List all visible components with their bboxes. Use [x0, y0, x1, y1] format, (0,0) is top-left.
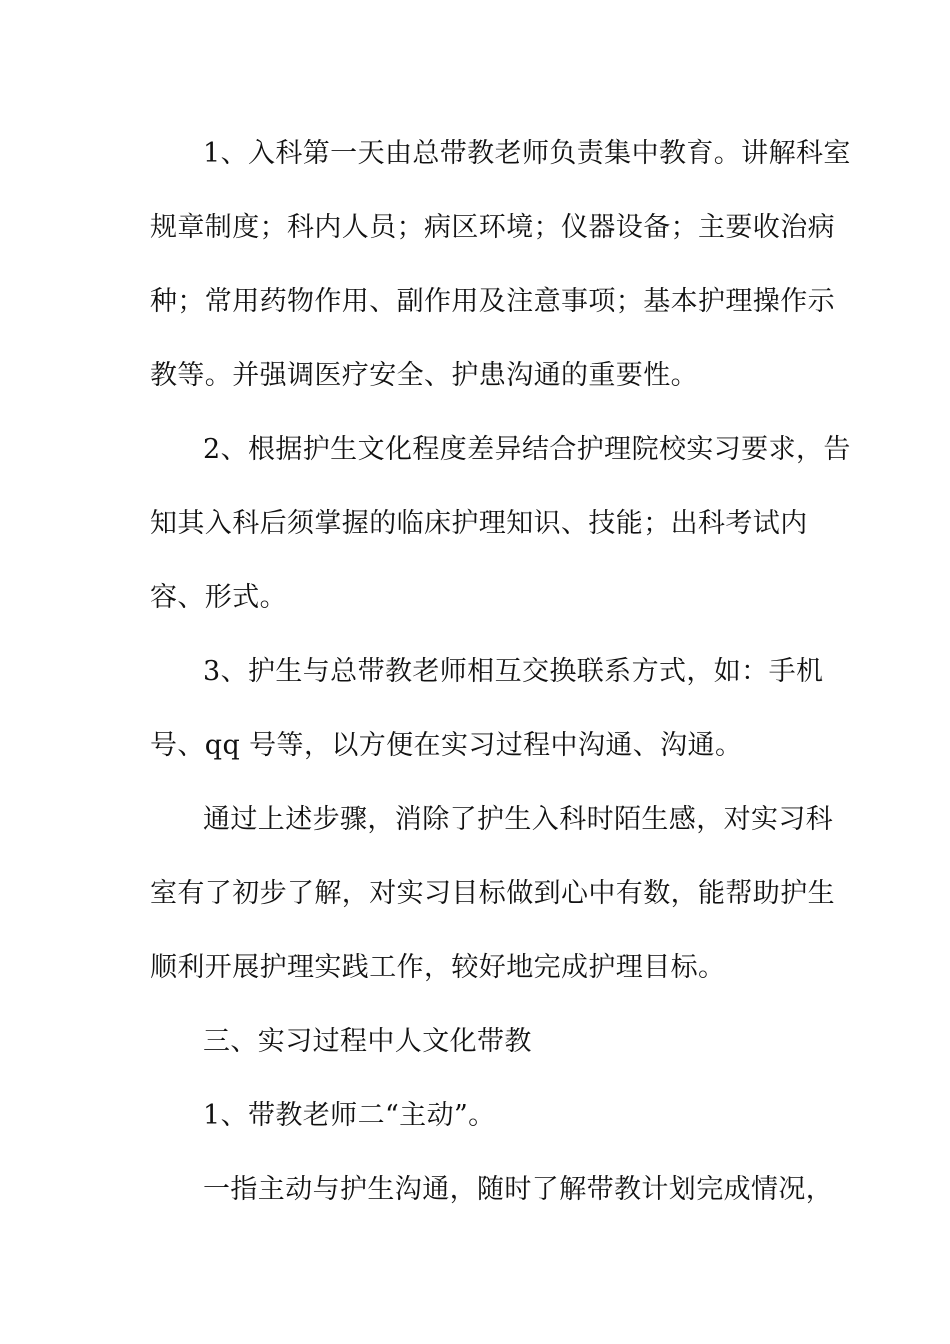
paragraph-1-line-1: 1、入科第一天由总带教老师负责集中教育。讲解科室: [203, 138, 851, 169]
paragraph-5-line-1: 一指主动与护生沟通，随时了解带教计划完成情况，: [203, 1174, 834, 1205]
subheading: 1、带教老师二“主动”。: [203, 1100, 496, 1131]
paragraph-2-line-2: 知其入科后须掌握的临床护理知识、技能；出科考试内: [150, 508, 808, 539]
paragraph-1-line-2: 规章制度；科内人员；病区环境；仪器设备；主要收治病: [150, 212, 835, 243]
paragraph-3-line-1: 3、护生与总带教老师相互交换联系方式，如：手机: [203, 656, 824, 687]
section-heading: 三、实习过程中人文化带教: [203, 1026, 532, 1057]
paragraph-2-line-1: 2、根据护生文化程度差异结合护理院校实习要求，告: [203, 434, 851, 465]
paragraph-4-line-3: 顺利开展护理实践工作，较好地完成护理目标。: [150, 952, 726, 983]
paragraph-4-line-2: 室有了初步了解，对实习目标做到心中有数，能帮助护生: [150, 878, 835, 909]
paragraph-2-line-3: 容、形式。: [150, 582, 287, 613]
paragraph-1-line-3: 种；常用药物作用、副作用及注意事项；基本护理操作示: [150, 286, 835, 317]
paragraph-4-line-1: 通过上述步骤，消除了护生入科时陌生感，对实习科: [203, 804, 834, 835]
paragraph-3-line-2: 号、qq 号等，以方便在实习过程中沟通、沟通。: [150, 730, 743, 761]
paragraph-1-line-4: 教等。并强调医疗安全、护患沟通的重要性。: [150, 360, 698, 391]
